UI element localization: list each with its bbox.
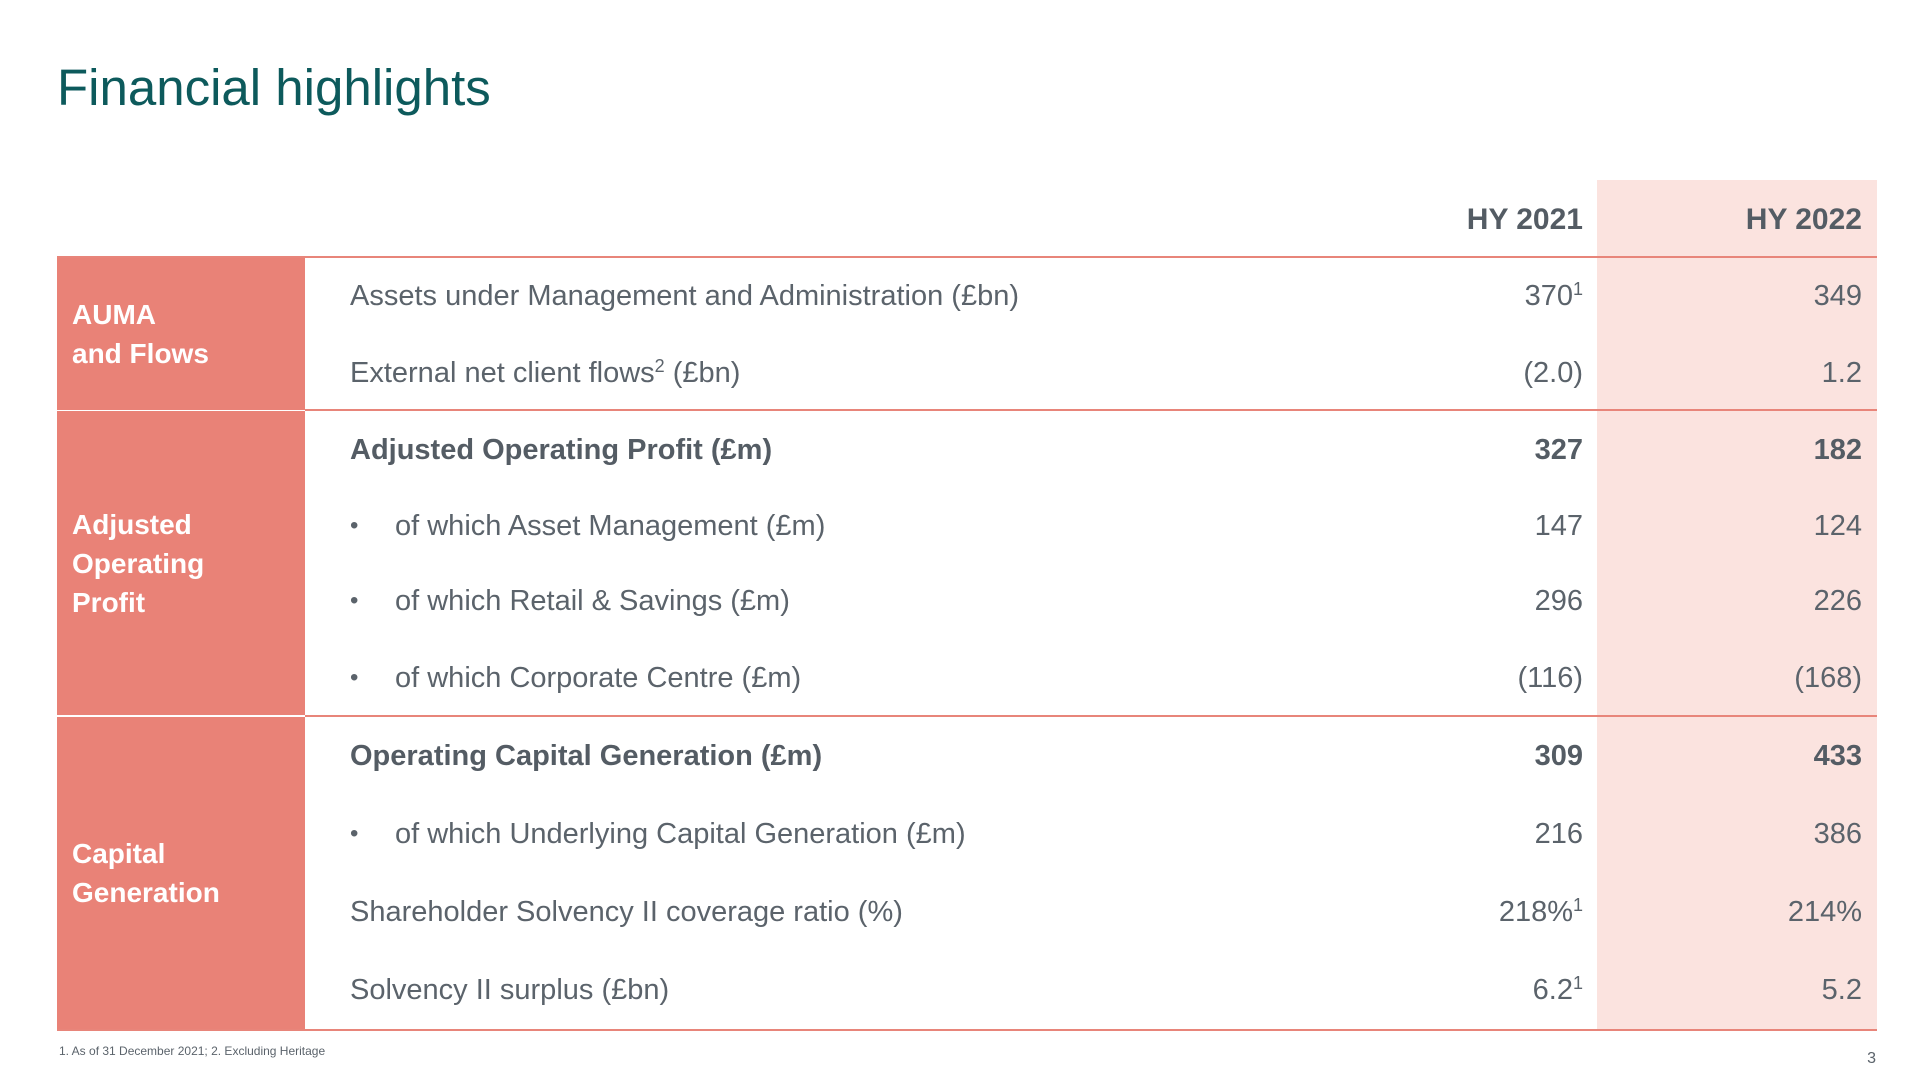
row-label: of which Asset Management (£m) (395, 510, 826, 542)
page-number: 3 (1867, 1050, 1876, 1067)
bullet-icon: • (350, 587, 359, 614)
value-hy2022: 182 (1813, 434, 1862, 466)
value-hy2021: 216 (1534, 818, 1583, 850)
footnote: 1. As of 31 December 2021; 2. Excluding Heritage (59, 1044, 326, 1058)
value-hy2021: 296 (1534, 585, 1583, 617)
table-bottom-rule (57, 1029, 1877, 1031)
category-label: AUMA and Flows (72, 299, 209, 369)
row-label: of which Retail & Savings (£m) (395, 585, 790, 617)
table-row (305, 496, 1877, 556)
value-hy2021: 218%$^1$ (1498, 895, 1583, 928)
category-capital-generation (57, 717, 305, 1029)
section-divider (305, 409, 1877, 411)
value-hy2021: $6.2^1$ (1532, 973, 1583, 1006)
value-hy2021: (2.0) (1523, 357, 1583, 389)
row-label: Operating Capital Generation (£m) (350, 740, 823, 772)
footnote-ref: 1 (1572, 895, 1583, 915)
table-row (305, 420, 1877, 480)
footnote-ref: 1 (1572, 973, 1583, 993)
column-header-hy2021: HY 2021 (1466, 203, 1583, 236)
category-label: Adjusted Operating Profit (72, 508, 205, 618)
table-row (305, 726, 1877, 786)
category-auma-and-flows (57, 258, 305, 410)
row-label: Shareholder Solvency II coverage ratio (%) (350, 896, 903, 928)
value-hy2021: 327 (1534, 434, 1583, 466)
row-label: Assets under Management and Administration (£bn) (350, 280, 1019, 312)
table-row (305, 882, 1877, 942)
table-row (305, 266, 1877, 326)
page-title: Financial highlights (57, 59, 491, 116)
value-hy2021: 309 (1534, 740, 1583, 772)
value-hy2021: 147 (1534, 510, 1583, 542)
value-hy2021: (116) (1517, 662, 1583, 694)
value-hy2022: 349 (1813, 280, 1862, 312)
table-row (305, 804, 1877, 864)
value-hy2022: 1.2 (1821, 357, 1862, 389)
column-header-hy2022: HY 2022 (1745, 203, 1862, 236)
table-row (305, 960, 1877, 1020)
value-hy2021: $370^1$ (1524, 279, 1583, 312)
bullet-icon: • (350, 664, 359, 691)
row-label: of which Underlying Capital Generation (£m) (395, 818, 966, 850)
row-label: Solvency II surplus (£bn) (350, 974, 670, 1006)
table-row (305, 648, 1877, 708)
row-label: External net client flows$^2$ (£bn) (350, 356, 741, 389)
table-row (305, 343, 1877, 403)
footnote-ref: 1 (1572, 279, 1583, 299)
table-top-rule (57, 256, 1877, 258)
section-divider (305, 715, 1877, 717)
row-label: Adjusted Operating Profit (£m) (350, 434, 773, 466)
value-hy2022: 433 (1813, 740, 1862, 772)
value-hy2022: 5.2 (1821, 974, 1862, 1006)
category-adjusted-operating-profit (57, 411, 305, 715)
footnote-ref: 2 (654, 356, 665, 376)
value-hy2022: 214% (1787, 896, 1862, 928)
value-hy2022: 124 (1813, 510, 1862, 542)
value-hy2022: 226 (1813, 585, 1862, 617)
category-label: Capital Generation (72, 838, 220, 908)
table-row (305, 571, 1877, 631)
value-hy2022: 386 (1813, 818, 1862, 850)
bullet-icon: • (350, 512, 359, 539)
bullet-icon: • (350, 820, 359, 847)
row-label: of which Corporate Centre (£m) (395, 662, 802, 694)
value-hy2022: (168) (1794, 662, 1862, 694)
